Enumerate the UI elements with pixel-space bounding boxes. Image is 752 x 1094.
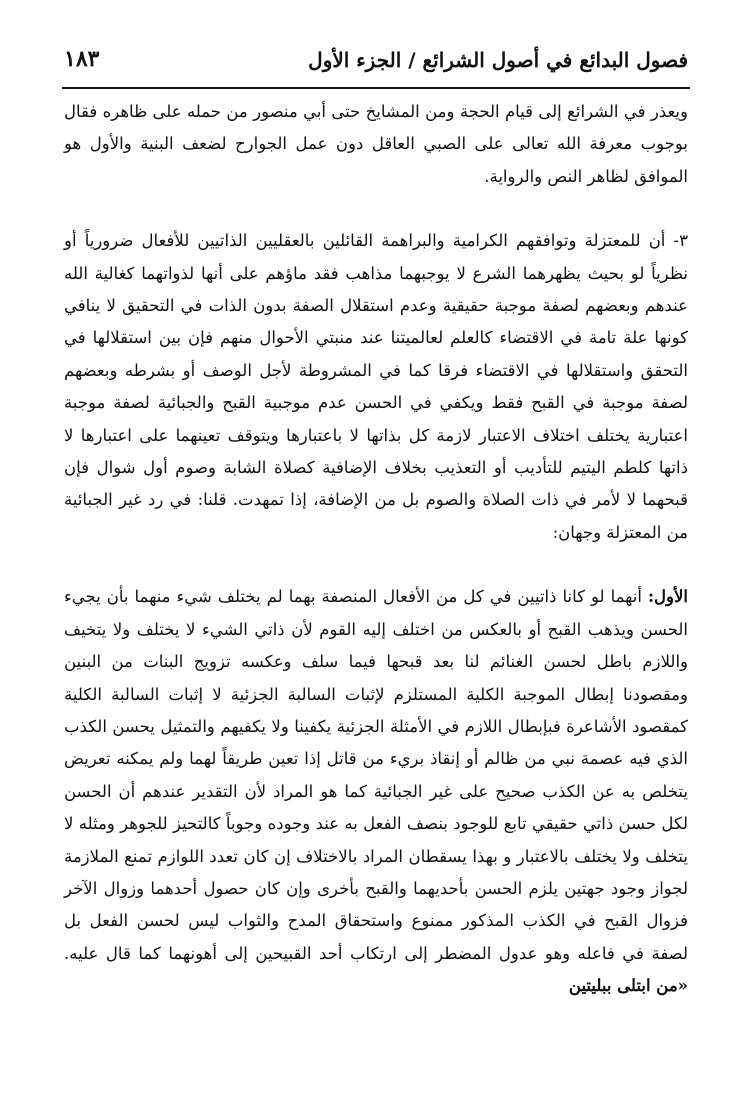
- paragraph-2: ٣- أن للمعتزلة وتوافقهم الكرامية والبراهمة القائلين بالعقليين الذاتيين للأفعال ضرورياً أو نظرياً لو بحيث يظهرهما الشرع لا يوجبهما مذاهب فقد ماؤهم على أنها لذواتهما كغالية الله عندهم وبعضهم لصفة موجبة حقيقية وعدم استقلال الصفة بدون الذات في التحقيق لا ينافي كونها علة تامة في الاقتضاء كالعلم لعالميتنا عند منبتي الأحوال منهم فإن بين استقلالها في التحقق واستقلالها في الاقتضاء فرقا كما في المشروطة لأجل الوصف أو بشرطه وبعضهم لصفة موجبة في القبح فقط ويكفي في الحسن عدم موجبية القبح والجبائية لصفة موجبة اعتبارية يختلف اختلاف الاعتبار لازمة كل بذاتها لا باعتبارها ويتوقف تعينهما على اعتبارها لا ذاتها كلطم اليتيم للتأديب أو التعذيب بخلاف الإضافية كصلاة الشابة وصوم أول شوال فإن قبحهما لا لأمر في ذات الصلاة والصوم بل من الإضافة، إذا تمهدت. قلنا: في رد غير الجبائية من المعتزلة وجهان:: [64, 231, 688, 542]
- running-title: فصول البدائع في أصول الشرائع / الجزء الأول: [308, 48, 688, 72]
- page-header: [64, 40, 688, 86]
- paragraph-1: ويعذر في الشرائع إلى قيام الحجة ومن المشايخ حتى أبي منصور من حمله على ظاهره فقال بوجوب معرفة الله تعالى على الصبي العاقل دون عمل الجوارح لضعف البنية والأول هو الموافق لظاهر النص والرواية.: [64, 102, 688, 186]
- paragraph-3-body: أنهما لو كانا ذاتيين في كل من الأفعال المنصفة بهما لم يختلف شيء منهما بأن يجيء الحسن ويذهب القبح أو بالعكس من اختلف إليه القوم لأن ذاتي الشيء لا يختلف ولا يتخيف واللازم باطل لحسن الغنائم لنا بعد قبحها فيما سلف وعكسه تزويج البنات من البنين ومقصودنا إبطال الموجبة الكلية المستلزم لإثبات السالبة الجزئية لا إثبات السالبة الكلية كمقصود الأشاعرة فبإبطال اللازم في الأمثلة الجزئية يكفينا ولا يكفيهم والتمثيل يحسن الكذب الذي فيه عصمة نبي من ظالم أو إنقاذ بريء من قاتل إذا تعين طريقاً لهما ولم يمكنه تعريض يتخلص به عن الكذب صحيح على غير الجبائية كما هو المراد لأن التقدير عندهم أن الحسن لكل حسن ذاتي حقيقي تابع للوجود بنصف الفعل به عند وجوده وجوباً كالتحيز للجوهر ومثله لا يتخلف ولا يختلف بالاعتبار و بهذا يسقطان المراد بالاختلاف إن كان تعدد اللوازم تمنع الملازمة لجواز وجود جهتين يلزم الحسن بأحديهما والقبح بأخرى وإن كان حصول أحدهما وزوال الآخر فزوال القبح في الكذب المذكور ممنوع واستحقاق المدح والثواب ليس لحسن الفعل بل لصفة في فاعله وهو عدول المضطر إلى ارتكاب أحد القبيحين إلى أهونهما كما قال عليه.: [64, 587, 688, 963]
- paragraph-3-lead: الأول:: [647, 587, 688, 607]
- body-text: [64, 96, 688, 1003]
- paragraph-3: [64, 581, 688, 1002]
- paragraph-3-tail: «من ابتلى ببليتين: [568, 976, 688, 996]
- page-number: ١٨٣: [64, 46, 100, 72]
- header-divider: [62, 87, 690, 89]
